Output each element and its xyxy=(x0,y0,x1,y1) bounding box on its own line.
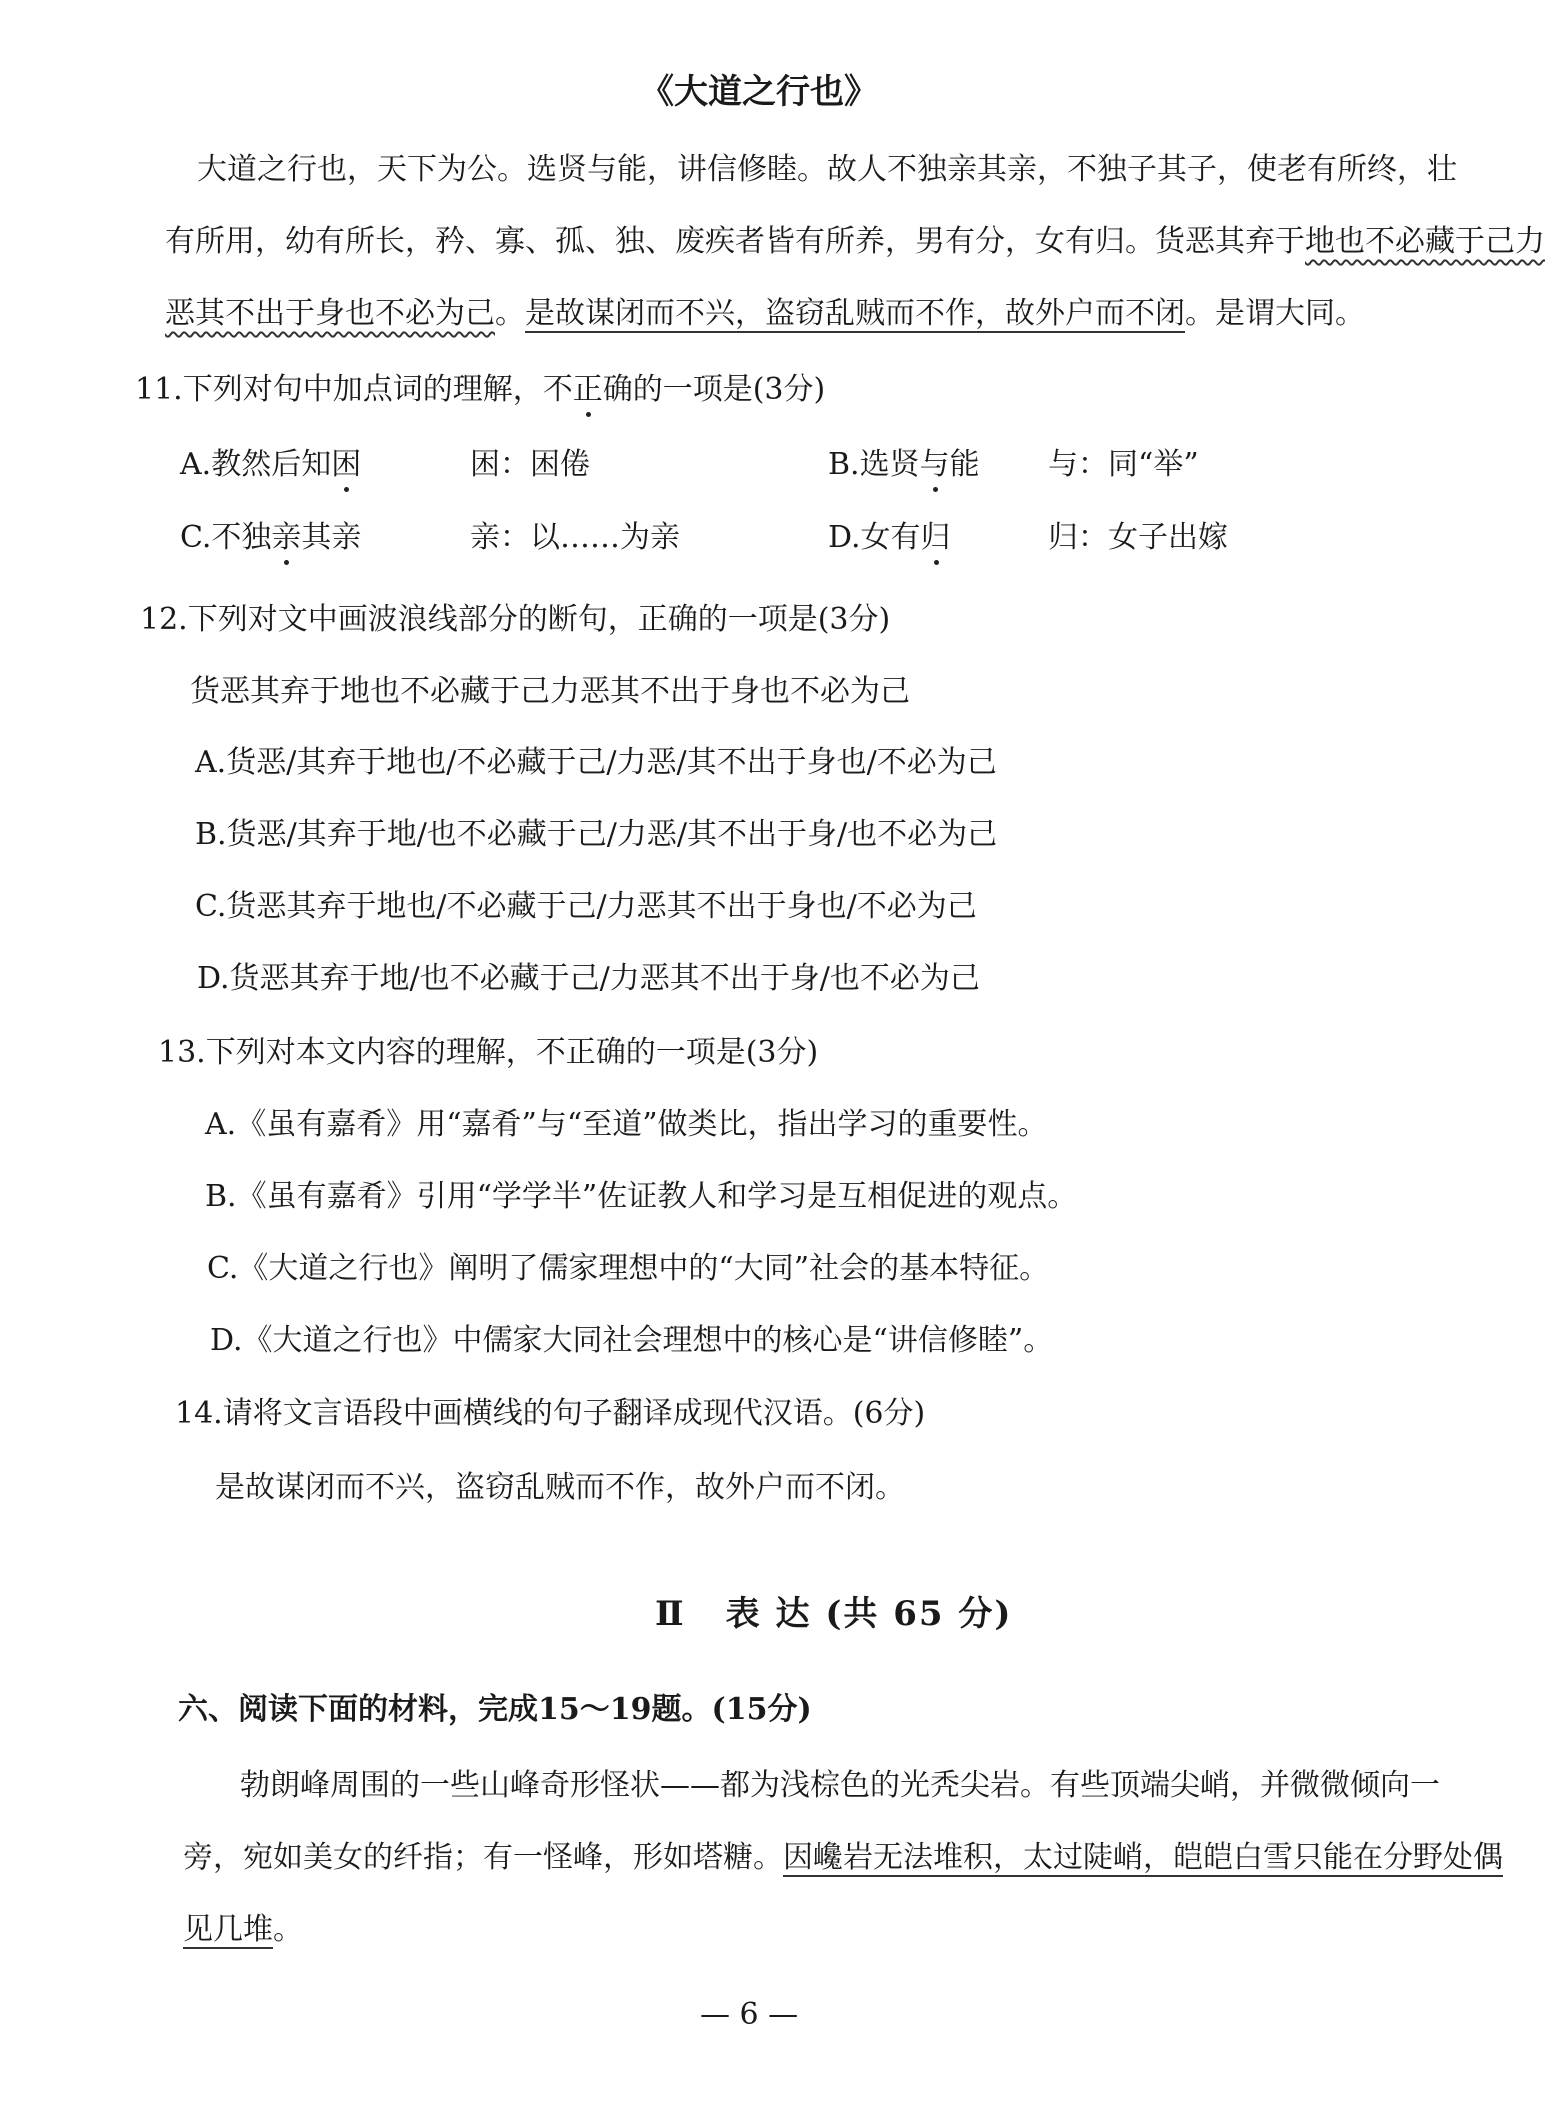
q12-option-d: D.货恶其弃于地/也不必藏于己/力恶其不出于身/也不必为己 xyxy=(197,961,980,996)
q11-option-a-gloss: 困：困倦 xyxy=(470,447,590,482)
option-text: A.教然后知 xyxy=(180,447,332,482)
dotted-word: 归 xyxy=(920,520,951,555)
wavy-underlined-text: 地也不必藏于己力 xyxy=(1305,224,1545,259)
wavy-underlined-text: 恶其不出于身也不必为己 xyxy=(165,296,495,331)
part-6-stem: 六、阅读下面的材料，完成15～19题。(15分) xyxy=(178,1692,812,1727)
q11-option-d xyxy=(828,518,951,558)
option-text: B.选贤 xyxy=(828,447,920,482)
question-13-stem: 13.下列对本文内容的理解，不正确的一项是(3分) xyxy=(158,1035,819,1070)
question-14-text: 是故谋闭而不兴，盗窃乱贼而不作，故外户而不闭。 xyxy=(215,1470,905,1505)
passage-text: 。是谓大同。 xyxy=(1185,296,1365,331)
question-12-stem: 12.下列对文中画波浪线部分的断句，正确的一项是(3分) xyxy=(140,602,891,637)
q12-option-a: A.货恶/其弃于地也/不必藏于己/力恶/其不出于身也/不必为己 xyxy=(195,745,997,780)
section-numeral: Ⅱ xyxy=(655,1594,686,1634)
dotted-word: 亲 xyxy=(271,520,302,555)
q12-option-b: B.货恶/其弃于地/也不必藏于己/力恶/其不出于身/也不必为己 xyxy=(195,817,998,852)
q13-option-a: A.《虽有嘉肴》用“嘉肴”与“至道”做类比，指出学习的重要性。 xyxy=(205,1107,1048,1142)
option-text: 能 xyxy=(949,447,980,482)
q11-option-c xyxy=(180,518,361,558)
part-6-line-2 xyxy=(183,1838,1503,1878)
option-text: C.不独 xyxy=(180,520,272,555)
passage-line-3 xyxy=(165,294,1365,334)
question-text: 11.下列对句中加点词的理解， xyxy=(135,372,543,407)
q11-option-b-gloss: 与：同“举” xyxy=(1048,447,1199,482)
passage-text: 有所用，幼有所长，矜、寡、孤、独、废疾者皆有所养，男有分，女有归。货恶其弃于 xyxy=(165,224,1305,259)
q12-option-c: C.货恶其弃于地也/不必藏于己/力恶其不出于身也/不必为己 xyxy=(195,889,977,924)
q11-option-a xyxy=(180,445,361,485)
option-text: D.女有 xyxy=(828,520,921,555)
q11-option-c-gloss: 亲：以……为亲 xyxy=(470,520,680,555)
q11-option-d-gloss: 归：女子出嫁 xyxy=(1048,520,1228,555)
page-number: — 6 — xyxy=(700,1997,799,2032)
passage-text: 旁，宛如美女的纤指；有一怪峰，形如塔糖。 xyxy=(183,1840,783,1875)
passage-line-1 xyxy=(197,150,1457,190)
q13-option-b: B.《虽有嘉肴》引用“学学半”佐证教人和学习是互相促进的观点。 xyxy=(205,1179,1078,1214)
dotted-word: 与 xyxy=(919,447,950,482)
q13-option-d: D.《大道之行也》中儒家大同社会理想中的核心是“讲信修睦”。 xyxy=(210,1323,1054,1358)
emphasis-text: 不正确 xyxy=(542,372,633,407)
option-text: 其亲 xyxy=(301,520,362,555)
q13-option-c: C.《大道之行也》阐明了儒家理想中的“大同”社会的基本特征。 xyxy=(207,1251,1050,1286)
q11-option-b xyxy=(828,445,980,485)
section-heading xyxy=(655,1594,1013,1634)
question-14-stem: 14.请将文言语段中画横线的句子翻译成现代汉语。(6分) xyxy=(175,1396,926,1431)
passage-text: 。 xyxy=(273,1912,303,1947)
passage-text: 大道之行也，天下为公。选贤与能，讲信修睦。故人不独亲其亲，不独子其子，使老有所终，壮 xyxy=(197,152,1457,187)
passage-text: 。 xyxy=(495,296,525,331)
passage-title: 《大道之行也》 xyxy=(640,72,878,112)
question-12-text: 货恶其弃于地也不必藏于己力恶其不出于身也不必为己 xyxy=(190,674,910,709)
part-6-line-1: 勃朗峰周围的一些山峰奇形怪状——都为浅棕色的光秃尖岩。有些顶端尖峭，并微微倾向一 xyxy=(240,1768,1440,1803)
section-title: 表 达 (共 65 分) xyxy=(725,1594,1013,1634)
question-text: 的一项是(3分) xyxy=(632,372,826,407)
part-6-line-3 xyxy=(183,1910,303,1950)
passage-line-2 xyxy=(165,222,1545,262)
underlined-sentence: 见几堆 xyxy=(183,1912,273,1947)
question-11-stem xyxy=(135,370,825,410)
underlined-sentence: 因巉岩无法堆积，太过陡峭，皑皑白雪只能在分野处偶 xyxy=(783,1840,1503,1875)
dotted-word: 困 xyxy=(331,447,362,482)
underlined-sentence: 是故谋闭而不兴，盗窃乱贼而不作，故外户而不闭 xyxy=(525,296,1185,331)
